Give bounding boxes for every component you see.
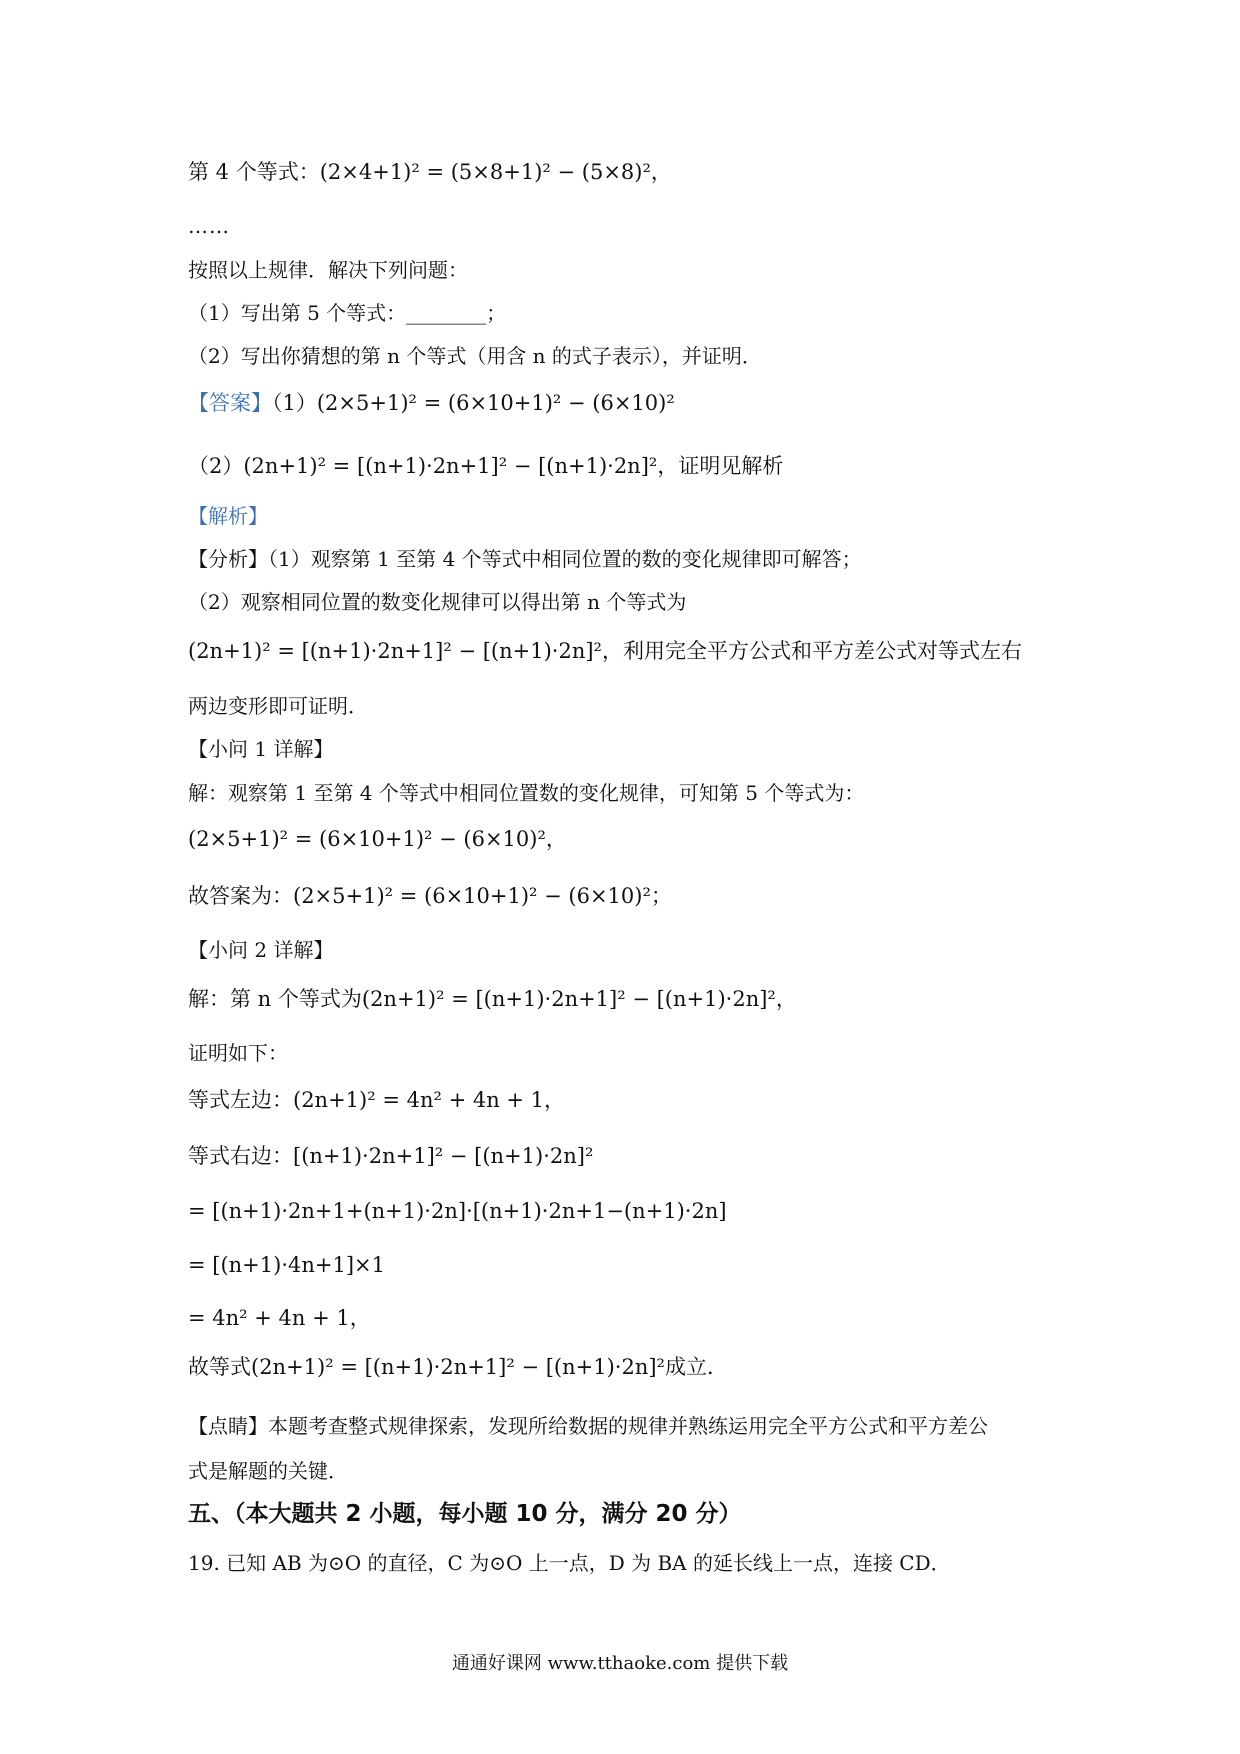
question-2-line: （2）写出你猜想的第 n 个等式（用含 n 的式子表示），并证明． (188, 344, 762, 368)
ellipsis-line: …… (188, 214, 230, 238)
subquestion-2-header: 【小问 2 详解】 (188, 938, 334, 962)
comment-line-1: 【点睛】本题考查整式规律探索，发现所给数据的规律并熟练运用完全平方公式和平方差公 (188, 1414, 988, 1438)
proof-step-1: = [(n+1)·2n+1+(n+1)·2n]·[(n+1)·2n+1−(n+1)·2n] (188, 1199, 727, 1223)
analysis-line-4: 两边变形即可证明． (188, 694, 368, 718)
answer-text-1: （1）(2×5+1)² = (6×10+1)² − (6×10)² (272, 391, 675, 415)
instruction-line: 按照以上规律．解决下列问题： (188, 258, 468, 282)
solution-2-line-1: 解：第 n 个等式为(2n+1)² = [(n+1)·2n+1]² − [(n+1)·2n]²， (188, 987, 797, 1011)
proof-right-side: 等式右边：[(n+1)·2n+1]² − [(n+1)·2n]² (188, 1144, 594, 1168)
answer-label: 【答案】 (188, 391, 272, 415)
comment-line-2: 式是解题的关键． (188, 1459, 348, 1483)
question-1-line: （1）写出第 5 个等式：________； (188, 301, 507, 325)
analysis-label: 【解析】 (188, 504, 268, 528)
subquestion-1-header: 【小问 1 详解】 (188, 737, 334, 761)
analysis-line-3: (2n+1)² = [(n+1)·2n+1]² − [(n+1)·2n]²，利用完全平方公式和平方差公式对等式左右 (188, 639, 1022, 663)
analysis-line-1: 【分析】（1）观察第 1 至第 4 个等式中相同位置的数的变化规律即可解答； (188, 547, 862, 571)
solution-1-line-2: (2×5+1)² = (6×10+1)² − (6×10)²， (188, 827, 567, 851)
page-footer: 通通好课网 www.tthaoke.com 提供下载 (451, 1653, 789, 1674)
proof-step-3: = 4n² + 4n + 1， (188, 1306, 371, 1330)
analysis-line-2: （2）观察相同位置的数变化规律可以得出第 n 个等式为 (188, 590, 687, 614)
proof-conclusion: 故等式(2n+1)² = [(n+1)·2n+1]² − [(n+1)·2n]²成立． (188, 1355, 728, 1379)
proof-step-2: = [(n+1)·4n+1]×1 (188, 1253, 385, 1277)
equation-4-line: 第 4 个等式：(2×4+1)² = (5×8+1)² − (5×8)²， (188, 160, 672, 184)
solution-1-line-3: 故答案为：(2×5+1)² = (6×10+1)² − (6×10)²； (188, 884, 672, 908)
proof-intro: 证明如下： (188, 1041, 288, 1065)
answer-line-1 (188, 388, 675, 418)
proof-left-side: 等式左边：(2n+1)² = 4n² + 4n + 1， (188, 1088, 566, 1112)
solution-1-line-1: 解：观察第 1 至第 4 个等式中相同位置数的变化规律，可知第 5 个等式为： (188, 781, 865, 805)
question-19-line: 19. 已知 AB 为⊙O 的直径，C 为⊙O 上一点，D 为 BA 的延长线上一点，连接 CD． (188, 1551, 951, 1575)
section-five-header: 五、（本大题共 2 小题，每小题 10 分，满分 20 分） (188, 1501, 742, 1527)
answer-line-2: （2）(2n+1)² = [(n+1)·2n+1]² − [(n+1)·2n]²，证明见解析 (188, 454, 784, 478)
